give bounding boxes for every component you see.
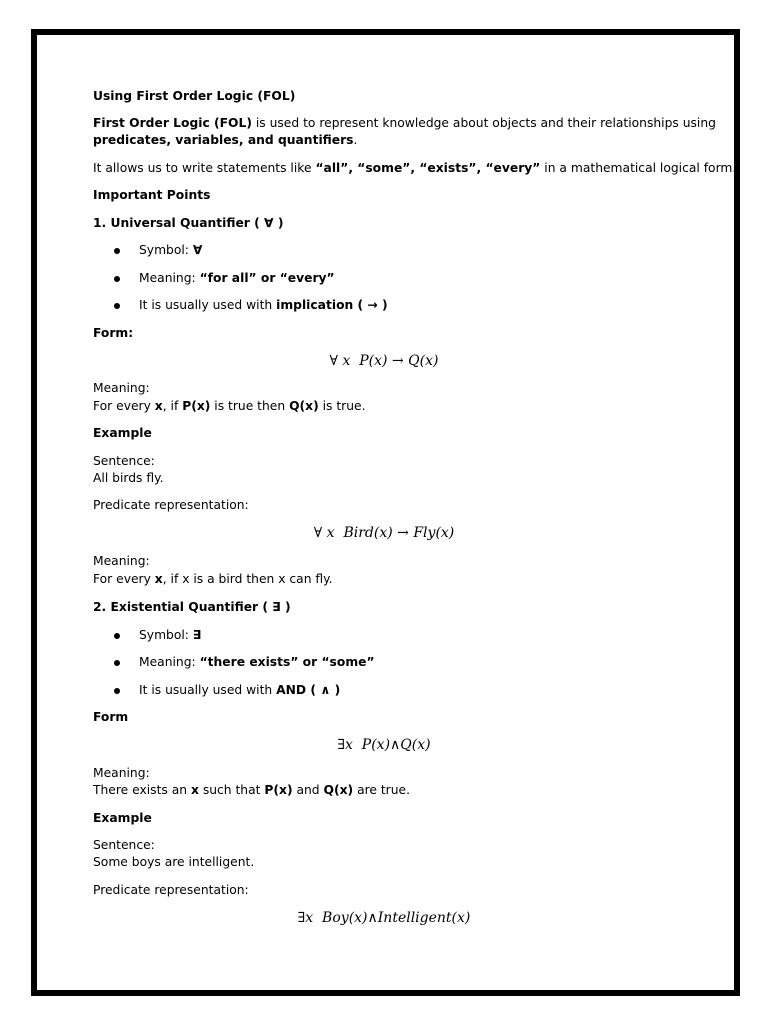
formula-variable: x [326, 525, 335, 541]
universal-meaning-label: Meaning: [93, 381, 150, 395]
existential-bullet-meaning [139, 654, 375, 671]
meaning-variable: x [190, 783, 199, 797]
universal-sentence: All birds fly. [93, 471, 164, 485]
important-points-heading: Important Points [93, 188, 211, 202]
bullet-label: Symbol: [139, 628, 193, 642]
meaning-predicate: Q(x) [289, 399, 319, 413]
intro2-post: in a mathematical logical form. [540, 161, 737, 175]
intro-statement-line [93, 160, 736, 177]
existential-form-label: Form [93, 710, 129, 724]
bullet-value: “for all” or “every” [199, 271, 335, 285]
formula-predicate: Intelligent [377, 910, 452, 926]
intro-key-terms: predicates, variables, and quantifiers [93, 133, 354, 147]
meaning-predicate: P(x) [264, 783, 293, 797]
meaning-variable: x [154, 572, 163, 586]
formula-variable: x [342, 353, 351, 369]
universal-example-meaning [93, 571, 333, 588]
formula-operator: ∧ [367, 910, 378, 926]
universal-bullet-meaning [139, 270, 335, 287]
bullet-value: AND ( ∧ ) [276, 683, 341, 697]
formula-predicate: Q [400, 737, 412, 753]
formula-predicate: Bird [343, 525, 374, 541]
universal-meaning-text [93, 398, 366, 415]
meaning-part: There exists an [93, 783, 191, 797]
existential-example-formula [0, 908, 768, 928]
meaning-predicate: Q(x) [323, 783, 354, 797]
universal-form-formula [0, 351, 768, 371]
formula-predicate: Q [408, 353, 420, 369]
existential-meaning-text [93, 782, 410, 799]
meaning-predicate: P(x) [182, 399, 211, 413]
existential-example-label: Example [93, 811, 152, 825]
formula-operator: → [397, 525, 409, 541]
formula-predicate: P [359, 353, 369, 369]
universal-predicate-label: Predicate representation: [93, 498, 249, 512]
formula-argument: (x) [435, 525, 455, 541]
existential-bullet-usage [139, 682, 340, 699]
intro2-pre: It allows us to write statements like [93, 161, 316, 175]
existential-bullet-symbol [139, 627, 201, 644]
universal-form-label: Form: [93, 326, 134, 340]
intro-line-1-rest: is used to represent knowledge about objects and their relationships using [251, 116, 716, 130]
bullet-value: ∀ [192, 243, 203, 257]
meaning-part: For every [93, 572, 155, 586]
existential-sentence: Some boys are intelligent. [93, 855, 255, 869]
bullet-label: It is usually used with [139, 298, 277, 312]
bullet-label: Symbol: [139, 243, 193, 257]
formula-quantifier: ∃ [337, 737, 345, 753]
formula-quantifier: ∀ [329, 353, 338, 369]
existential-meaning-label: Meaning: [93, 766, 150, 780]
formula-predicate: Boy [322, 910, 349, 926]
bullet-dot [114, 248, 120, 254]
formula-predicate: Fly [413, 525, 436, 541]
bullet-dot [114, 303, 120, 309]
meaning-part: such that [198, 783, 265, 797]
meaning-part: is true then [210, 399, 290, 413]
existential-predicate-label: Predicate representation: [93, 883, 249, 897]
bullet-label: Meaning: [139, 655, 200, 669]
intro-line-2 [93, 132, 357, 149]
formula-argument: (x) [411, 737, 431, 753]
formula-argument: (x) [371, 737, 391, 753]
universal-sentence-label: Sentence: [93, 454, 155, 468]
bullet-dot [114, 660, 120, 666]
formula-argument: (x) [348, 910, 368, 926]
intro-line-2-end: . [353, 133, 358, 147]
meaning-part: and [292, 783, 324, 797]
formula-argument: (x) [419, 353, 439, 369]
universal-bullet-symbol [139, 242, 202, 259]
formula-variable: x [344, 737, 353, 753]
intro2-terms: “all”, “some”, “exists”, “every” [315, 161, 541, 175]
bullet-dot [114, 688, 120, 694]
formula-argument: (x) [373, 525, 393, 541]
formula-operator: → [391, 353, 404, 369]
bullet-label: It is usually used with [139, 683, 277, 697]
bullet-label: Meaning: [139, 271, 200, 285]
page-title: Using First Order Logic (FOL) [93, 89, 296, 103]
formula-operator: ∧ [390, 737, 401, 753]
formula-variable: x [305, 910, 314, 926]
formula-argument: (x) [451, 910, 471, 926]
existential-title: 2. Existential Quantifier ( ∃ ) [93, 600, 291, 614]
universal-example-label: Example [93, 426, 152, 440]
bullet-value: implication ( → ) [276, 298, 388, 312]
meaning-part: For every [93, 399, 155, 413]
bullet-value: ∃ [192, 628, 202, 642]
meaning-part: is true. [318, 399, 366, 413]
universal-example-formula [0, 523, 768, 543]
intro-line-1 [93, 115, 716, 132]
meaning-variable: x [154, 399, 163, 413]
bullet-value: “there exists” or “some” [199, 655, 375, 669]
formula-quantifier: ∃ [297, 910, 306, 926]
universal-example-meaning-label: Meaning: [93, 554, 150, 568]
existential-sentence-label: Sentence: [93, 838, 155, 852]
existential-form-formula [0, 735, 768, 755]
intro-fol-term: First Order Logic (FOL) [93, 116, 252, 130]
meaning-part: , if x is a bird then x can fly. [162, 572, 333, 586]
universal-title: 1. Universal Quantifier ( ∀ ) [93, 216, 284, 230]
bullet-dot [114, 633, 120, 639]
meaning-part: , if [162, 399, 183, 413]
formula-predicate: P [361, 737, 372, 753]
formula-argument: (x) [368, 353, 388, 369]
universal-bullet-usage [139, 297, 388, 314]
meaning-part: are true. [353, 783, 411, 797]
bullet-dot [114, 276, 120, 282]
formula-quantifier: ∀ [313, 525, 323, 541]
